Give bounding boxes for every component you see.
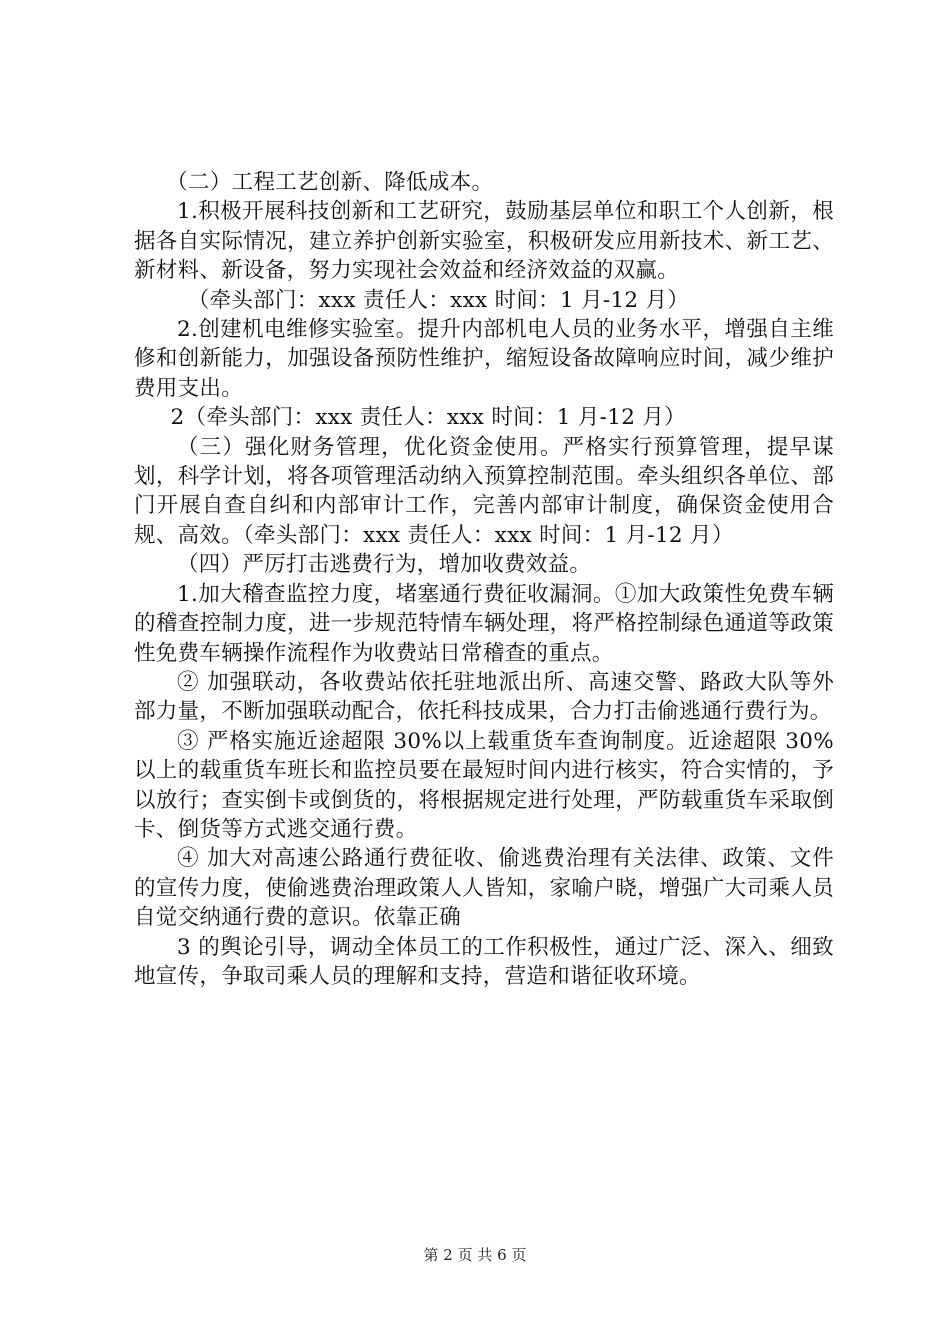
responsibility-note-2: 2（牵头部门：xxx 责任人：xxx 时间：1 月-12 月） xyxy=(170,405,686,431)
document-body xyxy=(134,168,834,991)
paragraph-overload-check: ③ 严格实施近途超限 30%以上载重货车查询制度。近途超限 30%以上的载重货车班长和监控员要在最短时间内进行核实，符合实情的，予以放行；查实倒卡或倒货的，将根据规定进行处理，严防载重货车采取倒卡、倒货等方式逃交通行费。 xyxy=(134,728,834,842)
page-footer: 第 2 页 共 6 页 xyxy=(423,1246,527,1264)
section-heading-3-financial: （三）强化财务管理，优化资金使用。严格实行预算管理，提早谋划，科学计划，将各项管理活动纳入预算控制范围。牵头组织各单位、部门开展自查自纠和内部审计工作，完善内部审计制度，确保资金使用合规、高效。（牵头部门：xxx 责任人：xxx 时间：1 月-12 月） xyxy=(134,434,834,548)
paragraph-inspection: 1.加大稽查监控力度，堵塞通行费征收漏洞。①加大政策性免费车辆的稽查控制力度，进一步规范特情车辆处理，将严格控制绿色通道等政策性免费车辆操作流程作为收费站日常稽查的重点。 xyxy=(134,581,834,666)
responsibility-note-1: （牵头部门：xxx 责任人：xxx 时间：1 月-12 月） xyxy=(187,287,690,313)
paragraph-linkage: ② 加强联动，各收费站依托驻地派出所、高速交警、路政大队等外部力量，不断加强联动配合，依托科技成果，合力打击偷逃通行费行为。 xyxy=(134,669,834,725)
section-heading-4: （四）严厉打击逃费行为，增加收费效益。 xyxy=(177,552,592,578)
section-heading-2: （二）工程工艺创新、降低成本。 xyxy=(166,170,494,195)
paragraph-publicity: ④ 加大对高速公路通行费征收、偷逃费治理有关法律、政策、文件的宣传力度，使偷逃费治理政策人人皆知，家喻户晓，增强广大司乘人员自觉交纳通行费的意识。依靠正确 xyxy=(134,846,834,931)
paragraph-public-opinion: 3 的舆论引导，调动全体员工的工作积极性，通过广泛、深入、细致地宣传，争取司乘人员的理解和支持，营造和谐征收环境。 xyxy=(134,934,834,989)
paragraph-mechatronics-lab: 2.创建机电维修实验室。提升内部机电人员的业务水平，增强自主维修和创新能力，加强设备预防性维护，缩短设备故障响应时间，减少维护费用支出。 xyxy=(134,317,834,401)
paragraph-tech-innovation: 1.积极开展科技创新和工艺研究，鼓励基层单位和职工个人创新，根据各自实际情况，建立养护创新实验室，积极研发应用新技术、新工艺、新材料、新设备，努力实现社会效益和经济效益的双赢。 xyxy=(134,199,834,284)
